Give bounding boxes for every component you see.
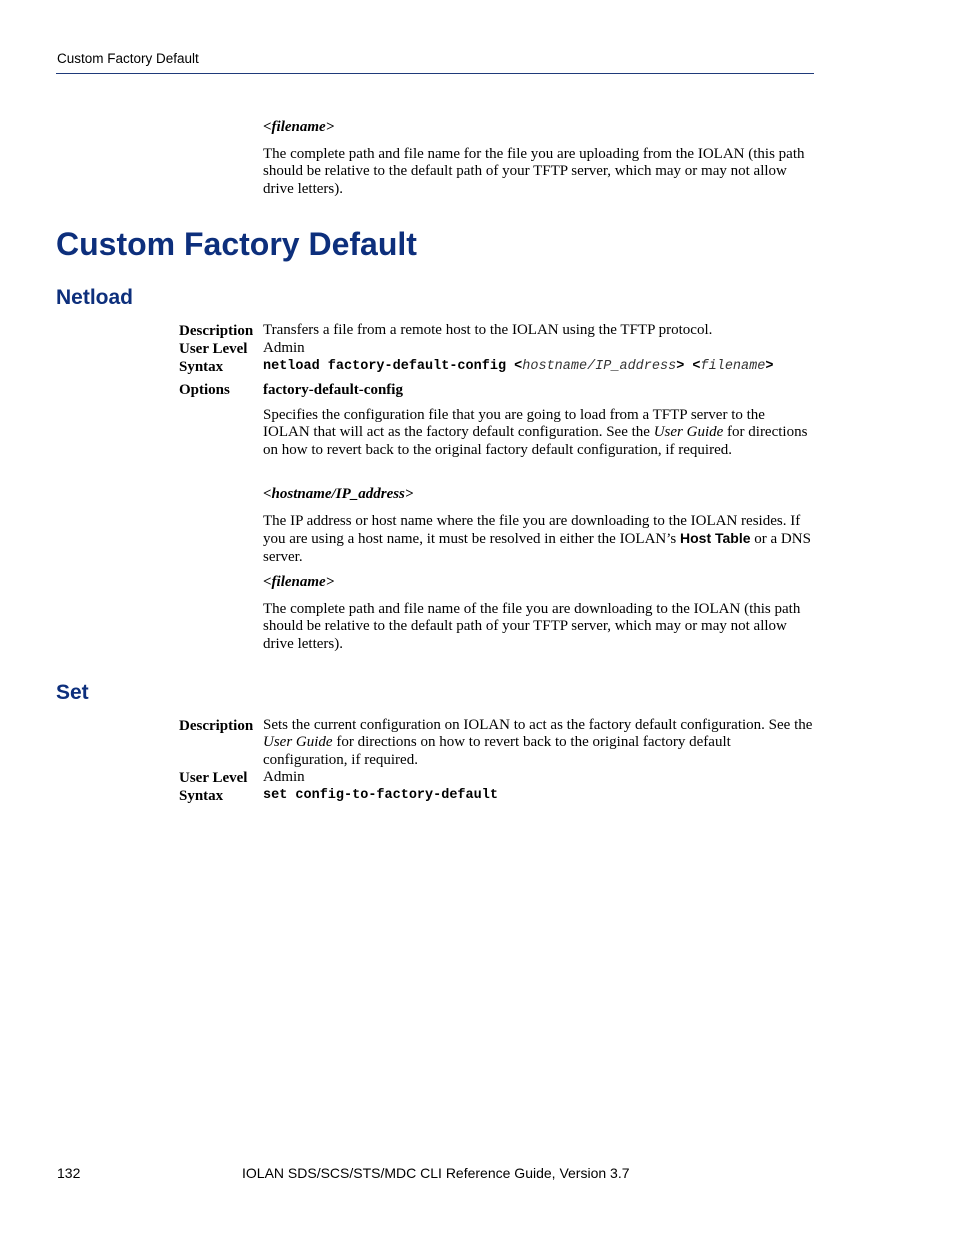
section-title: Custom Factory Default: [56, 226, 417, 262]
option-desc-hostname: [263, 513, 815, 566]
desc-text: for directions on how to revert back to the original factory default configuration, if required.: [263, 734, 731, 768]
set-description-label: Description: [179, 718, 254, 734]
netload-description: Transfers a file from a remote host to the IOLAN using the TFTP protocol.: [263, 322, 713, 338]
syntax-gt: >: [676, 359, 685, 374]
set-user-level: Admin: [263, 769, 305, 785]
syntax-gt: >: [765, 359, 774, 374]
netload-options-label: Options: [179, 382, 230, 398]
option-desc-factory-default-config: [263, 407, 811, 459]
desc-text: Specifies the configuration file that you are going to load from a TFTP server to the IOLAN that will act as the factory default configuration. See the: [263, 407, 765, 441]
netload-description-label: Description: [179, 323, 254, 339]
header-rule: [56, 73, 814, 74]
user-guide-ref: User Guide: [263, 734, 333, 751]
desc-text: The IP address or host name where the file you are downloading to the IOLAN resides. If you are using a host name, it must be resolved in either the IOLAN’s: [263, 513, 801, 548]
desc-text: or a DNS server.: [263, 531, 811, 565]
running-header: Custom Factory Default: [57, 51, 199, 66]
option-name-factory-default-config: factory-default-config: [263, 382, 403, 398]
syntax-arg-filename: filename: [700, 359, 766, 374]
set-heading: Set: [56, 681, 89, 704]
set-description: [263, 717, 815, 769]
option-name-hostname: <hostname/IP_address>: [263, 486, 414, 502]
netload-syntax: [263, 359, 773, 374]
host-table-term: Host Table: [680, 530, 751, 547]
desc-text: for directions on how to revert back to the original factory default configuration, if required.: [263, 424, 808, 458]
netload-user-level: Admin: [263, 340, 305, 356]
option-name-filename: <filename>: [263, 574, 335, 590]
desc-text: Sets the current configuration on IOLAN to act as the factory default configuration. See the: [263, 717, 813, 733]
footer-doc-title: IOLAN SDS/SCS/STS/MDC CLI Reference Guide, Version 3.7: [242, 1165, 630, 1181]
page-number: 132: [57, 1165, 81, 1181]
set-user-level-label: User Level: [179, 770, 248, 786]
user-guide-ref: User Guide: [653, 424, 724, 441]
syntax-lt: <: [692, 359, 701, 374]
option-name-filename-upload: <filename>: [263, 119, 335, 135]
netload-heading: Netload: [56, 286, 134, 309]
set-syntax-label: Syntax: [179, 788, 224, 804]
syntax-arg-hostname: hostname/IP_address: [522, 359, 677, 374]
syntax-lt: <: [514, 359, 523, 374]
set-syntax: set config-to-factory-default: [263, 788, 498, 803]
netload-syntax-command: netload factory-default-config: [263, 359, 507, 374]
option-desc-filename: The complete path and file name of the file you are downloading to the IOLAN (this path should be relative to the default path of your TFTP server, which may or may not allow drive letters).: [263, 601, 801, 652]
option-desc-filename-upload: The complete path and file name for the file you are uploading from the IOLAN (this path should be relative to the default path of your TFTP server, which may or may not allow drive letters).: [263, 146, 805, 197]
netload-syntax-label: Syntax: [179, 359, 224, 375]
netload-user-level-label: User Level: [179, 341, 248, 357]
